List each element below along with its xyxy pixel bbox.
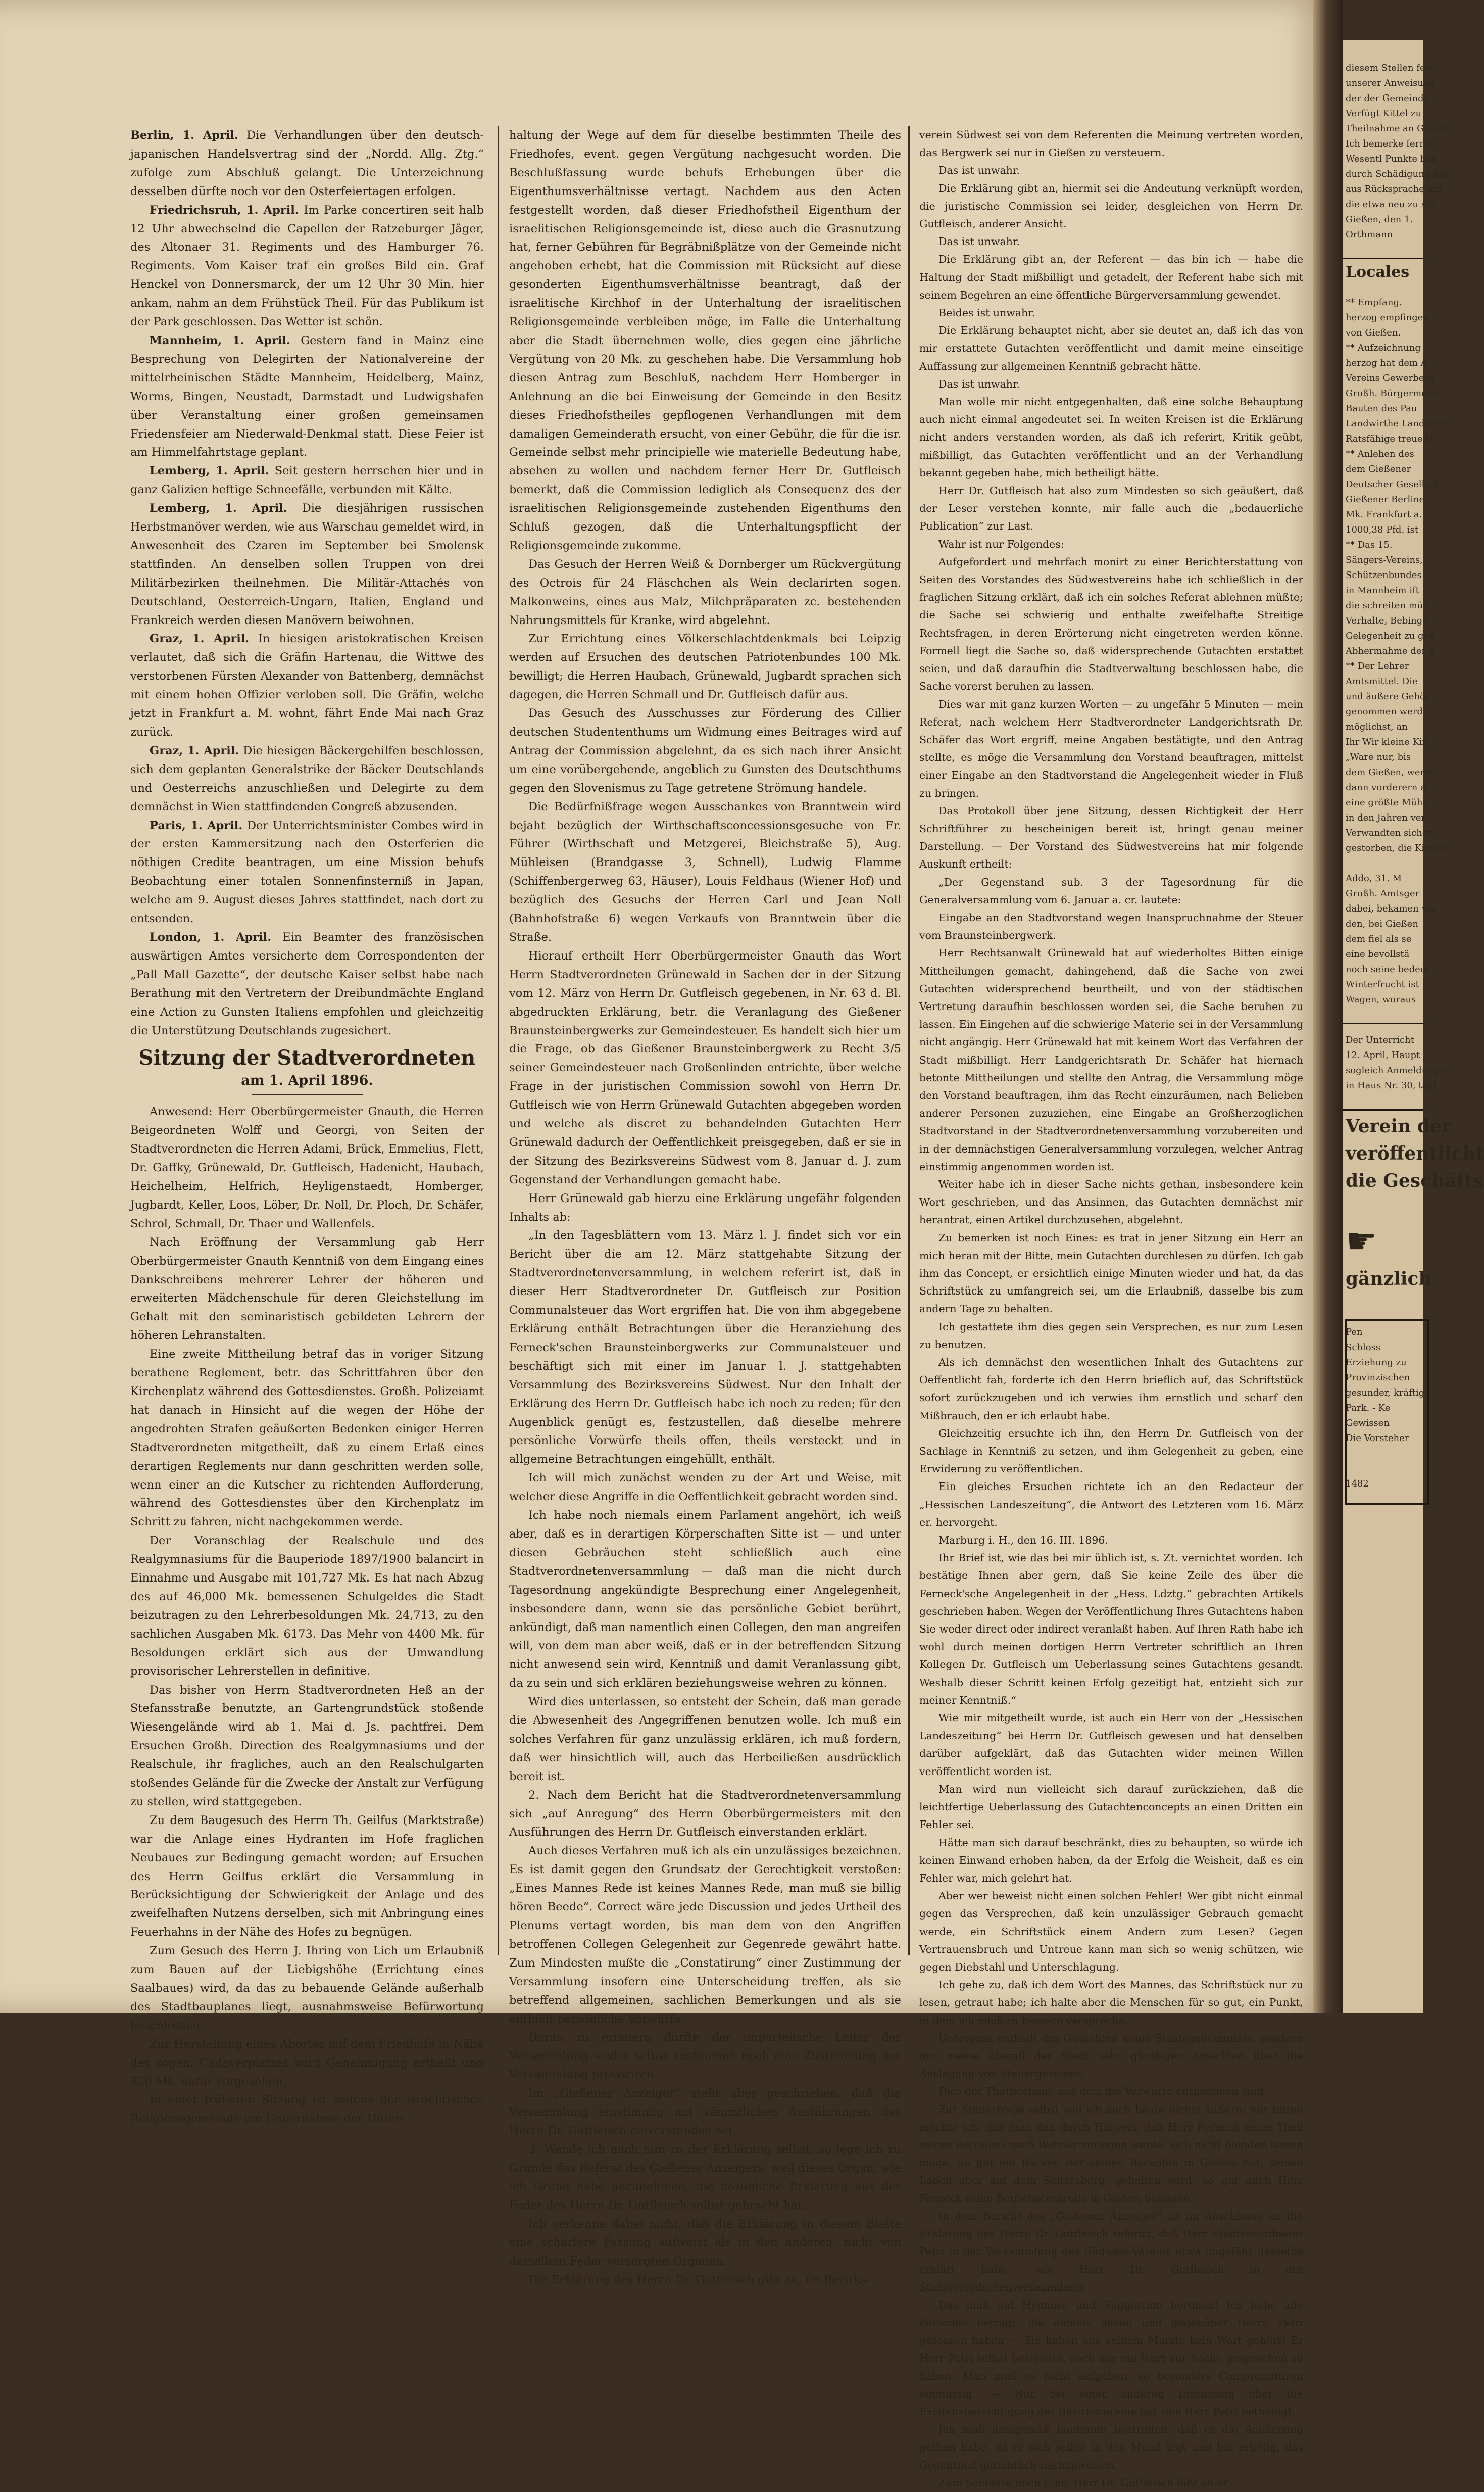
strip-text-line: Wagen, woraus xyxy=(1346,994,1416,1005)
strip-text-line: Gelegenheit zu geb xyxy=(1346,631,1435,641)
paragraph-text: Die Verhandlungen über den deutsch-japanischen Handelsvertrag sind der „Nordd. Allg. Ztg.“ zufolge zum Abschluß gelangt. Die Unterzeichnung desselben dürfte noch vor den Osterfeiertagen erfolgen. xyxy=(130,129,484,198)
paragraph-text: Das muß auf Hypnose und Suggestion beruhen! Ich habe alle Personen befragt, die damals neben und gegenüber Herrn Petri gesessen haben — Sie haben aus seinem Munde kein Wort gehört! Er Herr Petri selbst bestreitet, auch nur ein Wort zur Sache gesprochen zu haben. Man muß es nicht aufgeben, so besonders Compromittiren einmüssig. — Nur bei einer anderen Discussion über die Existenzberechtigung der Bezirksvereine hat sich Herr Petri betheiligt. xyxy=(919,2298,1303,2418)
strip-text-line: Ich bemerke ferner xyxy=(1346,138,1436,149)
paragraph xyxy=(509,1693,901,1786)
paragraph-text: Eine zweite Mittheilung betraf das in voriger Sitzung berathene Reglement, betr. das Schrittfahren über den Kirchenplatz während des Gottesdienstes. Großh. Polizeiamt hat danach in Hinsicht auf die wegen der Höhe der angedrohten Strafen geäußerten Bedenken einiger Herren Stadtverordneten mitgetheilt, daß zu einem Erlaß eines derartigen Reglements nur dann geschritten werden solle, wenn einer an die Kutscher zu richtenden Aufforderung, während des Gottesdienstes über den Kirchenplatz im Schritt zu fahren, nicht nachgekommen werde. xyxy=(130,1348,484,1529)
paragraph xyxy=(919,696,1303,802)
paragraph xyxy=(509,126,901,555)
paragraph-text: Die Erklärung behauptet nicht, aber sie deutet an, daß ich das von mir erstattete Gutachten veröffentlicht und damit meine einseitige Auffassung zur allgemeinen Kenntniß gebracht hätte. xyxy=(919,324,1303,372)
strip-ad-text: Schloss xyxy=(1346,1342,1381,1353)
strip-text-line: sogleich Anmeldungen xyxy=(1346,1065,1451,1076)
strip-text-line: Winterfrucht ist xyxy=(1346,979,1419,990)
strip-text-line: Bauten des Pau xyxy=(1346,403,1417,414)
paragraph-text: Dies der Thatbestand, aus dem die Vorwürfe entnommen sind. xyxy=(938,2085,1267,2098)
paragraph xyxy=(509,555,901,630)
strip-ad-text: Erziehung zu xyxy=(1346,1357,1407,1368)
paragraph xyxy=(130,1103,484,1233)
paragraph-text: In hiesigen aristokratischen Kreisen verlautet, daß sich die Gräfin Hartenau, die Wittwe des verstorbenen Fürsten Alexander von Battenberg, demnächst mit einem hohen Offizier verloben soll. Die Gräfin, welche jetzt in Frankfurt a. M. wohnt, fährt Ende Mai nach Graz zurück. xyxy=(130,632,484,739)
paragraph-text: Der Voranschlag der Realschule und des Realgymnasiums für die Bauperiode 1897/1900 balancirt in Einnahme und Ausgabe mit 101,727 Mk. Es hat nach Abzug des auf 46,000 Mk. bemessenen Schulgeldes die Stadt beizutragen zu den Lehrerbesoldungen Mk. 24,713, zu den sachlichen Ausgaben Mk. 6173. Das Mehr von 4400 Mk. für Besoldungen erklärt sich aus der Umwandlung provisorischer Lehrerstellen in definitive. xyxy=(130,1534,484,1678)
strip-number: 1482 xyxy=(1346,1478,1369,1489)
paragraph-text: Marburg i. H., den 16. III. 1896. xyxy=(938,1534,1108,1547)
paragraph xyxy=(919,1781,1303,1834)
paragraph-text: Uebrigens enthielt das Gutachten keine Staatsgeheimnisse, sondern nur meine überall der Stadt sehr günstigen Ansichten über die Auslegung von Steuergesetzen. xyxy=(919,2032,1303,2080)
strip-text-line: in Mannheim ift xyxy=(1346,585,1419,596)
strip-ad-text: Park. - Ke xyxy=(1346,1403,1391,1413)
paragraph xyxy=(130,331,484,462)
paragraph xyxy=(919,944,1303,1176)
paragraph xyxy=(919,1176,1303,1229)
dateline: Graz, 1. April. xyxy=(150,632,250,646)
strip-text-line: Ratsfähige treue D xyxy=(1346,434,1433,444)
strip-ad-text: veröffentlicht xyxy=(1346,1143,1484,1164)
strip-text-line: „Ware nur, bis xyxy=(1346,752,1411,762)
strip-text-line: die etwa neu zu sta xyxy=(1346,199,1435,210)
section-date: am 1. April 1896. xyxy=(241,1073,373,1089)
strip-text-line: ** Aufzeichnung xyxy=(1346,343,1421,353)
strip-text-line: aus Rücksprache mit xyxy=(1346,184,1443,195)
paragraph xyxy=(919,2101,1303,2208)
strip-text-line: der der Gemeinde xyxy=(1346,93,1429,104)
paragraph-text: Die Erklärung gibt an, hiermit sei die Andeutung verknüpft worden, die juristische Commission sei leider, desgleichen von Herrn Dr. Gutfleisch, anderer Ansicht. xyxy=(919,182,1303,230)
paragraph-text: Ich gehe zu, daß ich dem Wort des Mannes, das Schriftstück nur zu lesen, getraut habe; ich halte aber die Menschen für so gut, ein Punkt, in dem ich mich zu bessern verspreche. xyxy=(919,1979,1303,2027)
paragraph-text: Zum Schlusse noch Eins: Herr Dr. Gutfleisch läßt an er xyxy=(938,2476,1228,2489)
paragraph xyxy=(509,630,901,704)
strip-text-line: den, bei Gießen xyxy=(1346,919,1418,929)
paragraph-text: Die Bedürfnißfrage wegen Ausschankes von Branntwein wird bejaht bezüglich der Wirthschaftsconcessionsgesuche von Fr. Führer (Wirthschaft und Metzgerei, Bleichstraße 5), Aug. Mühleisen (Brandgasse 3, Schnell), Ludwig Flamme (Schiffenbergerweg 63, Häuser), Louis Feldhaus (Wiener Hof) und bezüglich des Gesuchs der Herren Carl und Jean Noll (Bahnhofstraße 6) wegen Verkaufs von Branntwein über die Straße. xyxy=(509,800,901,944)
paragraph-text: Der Unterrichtsminister Combes wird in der ersten Kammersitzung nach den Osterferien die nöthigen Credite beantragen, um eine Mission behufs Beobachtung einer totalen Sonnenfinsterniß in Japan, welche am 9. August dieses Jahres stattfindet, nach dort zu entsenden. xyxy=(130,819,484,926)
paragraph xyxy=(130,499,484,630)
column-rule xyxy=(908,126,910,1955)
paragraph xyxy=(130,817,484,928)
paragraph xyxy=(919,180,1303,233)
paragraph xyxy=(130,2091,484,2128)
paragraph xyxy=(919,2296,1303,2421)
dateline: Mannheim, 1. April. xyxy=(150,333,290,347)
paragraph-text: Zu bemerken ist noch Eines: es trat in jener Sitzung ein Herr an mich heran mit der Bitte, mein Gutachten durchlesen zu dürfen. Ich gab ihm das Concept, er ersichtlich einige Minuten wieder und hat, da das Schriftstück zu umfangreich sei, um die Erlaubniß, dasselbe bis zum andern Tage zu behalten. xyxy=(919,1231,1303,1315)
paragraph-text: Auch dieses Verfahren muß ich als ein unzulässiges bezeichnen. Es ist damit gegen den Grundsatz der Gerechtigkeit verstoßen: „Eines Mannes Rede ist keines Mannes Rede, man muß sie billig hören Beede“. Correct wäre jede Discussion und jedes Urtheil des Plenums vertagt worden, bis man dem von den Angriffen betroffenen Collegen Gelegenheit zur Gegenrede gewährt hatte. Zum Mindesten mußte die „Constatirung“ einer Zustimmung der Versammlung insofern eine Unterscheidung treffen, als sie betreffend allgemeinen, sachlichen Bemerkungen und als sie enthielt persönliche Vorwürfe. xyxy=(509,1844,901,2026)
strip-text-line: Addo, 31. M xyxy=(1346,873,1402,884)
paragraph-text: Das ist unwahr. xyxy=(938,164,1020,177)
paragraph-text: verein Südwest sei von dem Referenten die Meinung vertreten worden, das Bergwerk sei nur in Gießen zu versteuern. xyxy=(919,129,1303,159)
paragraph-text: Zur Steuerfrage selbst will ich auch heute nichts äußern; nur bitten möchte ich, daß man den durch Hinweis, daß Herr Ferneck einen Theil seines Betriebes nach Wetzlar verlegen werde, sich nicht blenden lassen möge. So gut ein Bäcker, der seinen Backofen in Gießen hat, seinen Laden aber auf dem Seltersberg, gehalten wird, so gut auch Herr Ferneck seine Betriebscontrolle in Gießen belassen. xyxy=(919,2103,1303,2205)
paragraph xyxy=(509,2084,901,2140)
paragraph xyxy=(919,1709,1303,1781)
column-1 xyxy=(130,126,484,2128)
strip-text-line: Wesentl Punkte hab xyxy=(1346,154,1438,164)
paragraph-text: 2. Nach dem Bericht hat die Stadtverordnetenversammlung sich „auf Anregung“ des Herrn Oberbürgermeisters mit den Ausführungen des Herrn Dr. Gutfleisch einverstanden erklärt. xyxy=(509,1788,901,1839)
paragraph xyxy=(509,1842,901,2028)
paragraph-text: Man wird nun vielleicht sich darauf zurückziehen, daß die leichtfertige Ueberlassung des Gutachtenconcepts an einen Dritten ein Fehler sei. xyxy=(919,1783,1303,1831)
paragraph xyxy=(919,802,1303,874)
paragraph xyxy=(130,126,484,201)
paragraph xyxy=(919,162,1303,179)
paragraph xyxy=(509,1189,901,1227)
paragraph xyxy=(130,1942,484,2035)
paragraph xyxy=(919,375,1303,393)
strip-text-line: noch seine bedeut xyxy=(1346,964,1430,975)
strip-text-line: eine bevollstä xyxy=(1346,949,1410,960)
paragraph-text: Hätte man sich darauf beschränkt, dies zu behaupten, so würde ich keinen Einwand erhoben haben, da der Erfolg die Weisheit, daß es ein Fehler war, mich gelehrt hat. xyxy=(919,1836,1303,1884)
paragraph xyxy=(919,322,1303,375)
paragraph xyxy=(130,201,484,331)
dateline: Lemberg, 1. April. xyxy=(150,464,269,478)
paragraph-text: Ich habe noch niemals einem Parlament angehört, ich weiß aber, daß es in derartigen Körperschaften Sitte ist — und unter diesen Gebräuchen steht schließlich auch eine Stadtverordnetenversammlung — daß man die nicht durch Tagesordnung angekündigte Besprechung einer Angelegenheit, insbesondere dann, wenn sie das persönliche Gebiet berührt, ankündigt, daß man namentlich einen Collegen, den man angreifen will, von dem man aber weiß, daß er in der betreffenden Sitzung nicht anwesend sein wird, Kenntniß und damit Veranlassung gibt, da zu sein und sich erklären beziehungsweise wehren zu können. xyxy=(509,1509,901,1690)
strip-text-line: Theilnahme an Gewalt xyxy=(1346,123,1450,134)
paragraph xyxy=(919,126,1303,162)
strip-text-line: möglichst, an xyxy=(1346,722,1408,732)
paragraph xyxy=(919,1976,1303,2030)
paragraph-text: Herr Grünewald gab hierzu eine Erklärung ungefähr folgenden Inhalts ab: xyxy=(509,1191,901,1224)
paragraph-text: Ich gestattete ihm dies gegen sein Versprechen, es nur zum Lesen zu benutzen. xyxy=(919,1320,1303,1351)
strip-text-line: 12. April, Haupt xyxy=(1346,1050,1420,1061)
strip-rule xyxy=(1343,1109,1423,1111)
paragraph-text: „Der Gegenstand sub. 3 der Tagesordnung für die Generalversammlung vom 6. Januar a. cr. lautete: xyxy=(919,876,1303,906)
paragraph-text: Ihr Brief ist, wie das bei mir üblich ist, s. Zt. vernichtet worden. Ich bestätige Ihnen aber gern, daß Sie keine Zeile des über die Ferneck'sche Angelegenheit in der „Hess. Ldztg.“ gebrachten Artikels geschrieben haben. Wegen der Veröffentlichung Ihres Gutachtens haben Sie weder direct oder indirect veranlaßt haben. Auf Ihren Rath habe ich wohl durch meinen dortigen Herrn Vertreter schriftlich an Ihren Kollegen Dr. Gutfleisch um Ueberlassung seines Gutachtens gesandt. Weshalb dieser Schritt keinen Erfolg gezeitigt hat, entzieht sich zur meiner Kenntniß.“ xyxy=(919,1552,1303,1706)
paragraph-text: Seit gestern herrschen hier und in ganz Galizien heftige Schneefälle, verbunden mit Kälte. xyxy=(130,464,484,497)
strip-text-line: Verwandten sicher xyxy=(1346,828,1432,838)
paragraph-text: Weiter habe ich in dieser Sache nichts gethan, insbesondere kein Wort geschrieben, und das Ansinnen, das Gutachten demnächst mir herantrat, einen Artikel durchzusehen, abgelehnt. xyxy=(919,1178,1303,1226)
strip-text-line: durch Schädigung dor xyxy=(1346,169,1449,179)
column-3 xyxy=(919,126,1303,2492)
strip-text-line: in Haus Nr. 30, tägl xyxy=(1346,1080,1437,1091)
pointing-hand-icon: ☛ xyxy=(1346,1220,1377,1262)
paragraph-text: Wahr ist nur Folgendes: xyxy=(938,538,1064,550)
paragraph-text: Die Erklärung gibt an, der Referent — das bin ich — habe die Haltung der Stadt mißbilligt und getadelt, der Referent habe sich mit seinem Begehren an eine öffentliche Bürgerversammlung gewendet. xyxy=(919,253,1303,301)
paragraph-text: Im Parke concertiren seit halb 12 Uhr abwechselnd die Capellen der Ratzeburger Jäger, des Altonaer 31. Regiments und des Hamburger 76. Regiments. Vom Kaiser traf ein großes Bild ein. Graf Henckel von Donnersmarck, der um 12 Uhr 30 Min. hier ankam, nahm an dem Frühstück Theil. Für das Publikum ist der Park geschlossen. Das Wetter ist schön. xyxy=(130,203,484,329)
strip-text-line: Vereins Gewerbeve xyxy=(1346,373,1435,384)
paragraph xyxy=(919,2421,1303,2474)
dateline: Paris, 1. April. xyxy=(150,819,243,832)
paragraph xyxy=(919,233,1303,251)
strip-text-line: Verfügt Kittel zu xyxy=(1346,108,1422,119)
paragraph xyxy=(919,251,1303,304)
strip-text-line: Schützenbundes xyxy=(1346,570,1422,581)
strip-rule xyxy=(1343,258,1423,259)
strip-ad-text: Die Vorsteher xyxy=(1346,1433,1409,1444)
paragraph xyxy=(130,1531,484,1681)
strip-text-line: herzog empfingen xyxy=(1346,312,1429,323)
strip-text-line: ** Empfang. xyxy=(1346,297,1402,308)
paragraph xyxy=(130,1681,484,1811)
paragraph xyxy=(919,304,1303,322)
strip-text-line: Mk. Frankfurt a. xyxy=(1346,509,1422,520)
paragraph-text: In einer früheren Sitzung ist seitens der israelitischen Religionsgemeinde um Uebernahme der Unter- xyxy=(130,2093,484,2126)
strip-text-line: die schreiten müs xyxy=(1346,600,1428,611)
paragraph xyxy=(130,1345,484,1531)
paragraph xyxy=(130,928,484,1040)
strip-text-line: dem Gießener xyxy=(1346,464,1411,474)
column-rule xyxy=(498,126,499,1955)
paragraph-text: Das Gesuch des Ausschusses zur Förderung des Cillier deutschen Studententhums um Widmung eines Beitrages wird auf Antrag der Commission abgelehnt, da es sich nach ihrer Ansicht um eine vorübergehende, angeblich zu Gunsten des Deutschthums gegen den Slovenismus zu Tage getretene Strömung handele. xyxy=(509,707,901,795)
dateline: Berlin, 1. April. xyxy=(130,129,238,142)
paragraph-text: Die hiesigen Bäckergehilfen beschlossen, sich dem geplanten Generalstrike der Bäcker Deutschlands und Oesterreichs anzuschließen und Delegirte zu dem demnächst in Wien stattfindenden Congreß abzusenden. xyxy=(130,744,484,813)
paragraph xyxy=(919,874,1303,909)
strip-text-line: gestorben, die Kinder xyxy=(1346,843,1446,853)
strip-text-line: eine größte Mühe xyxy=(1346,797,1428,808)
paragraph-text: Gleichzeitig ersuchte ich ihn, den Herrn Dr. Gutfleisch von der Sachlage in Kenntniß zu setzen, und ihm Gelegenheit zu geben, eine Erwiderung zu veröffentlichen. xyxy=(919,1427,1303,1475)
paragraph xyxy=(919,2083,1303,2100)
paragraph xyxy=(130,2035,484,2091)
dateline: Graz, 1. April. xyxy=(150,744,239,757)
strip-text-line: Großh. Amtsger xyxy=(1346,888,1420,899)
strip-text-line: Gießen, den 1. xyxy=(1346,214,1413,225)
paragraph-text: Aber wer beweist nicht einen solchen Fehler! Wer gibt nicht einmal gegen das Versprechen, daß kein unzulässiger Gebrauch gemacht werde, ein Schriftstück einem Andern zum Lesen? Gegen Vertrauensbruch und Untreue kann man sich so wenig schützen, wie gegen Diebstahl und Unterschlagung. xyxy=(919,1890,1303,1973)
paragraph xyxy=(919,2474,1303,2492)
paragraph xyxy=(919,1354,1303,1425)
paragraph xyxy=(919,482,1303,536)
heading-rule xyxy=(252,1094,363,1095)
strip-ad-text: gänzlich xyxy=(1346,1268,1432,1289)
paragraph-text: Das ist unwahr. xyxy=(938,377,1020,390)
paragraph xyxy=(509,1226,901,1469)
paragraph xyxy=(919,1229,1303,1318)
strip-rule xyxy=(1343,1023,1423,1024)
paragraph-text: Eingabe an den Stadtvorstand wegen Inanspruchnahme der Steuer vom Braunsteinbergwerk. xyxy=(919,911,1303,942)
paragraph-text: Die diesjährigen russischen Herbstmanöver werden, wie aus Warschau gemeldet wird, in Anwesenheit des Czaren im September bei Smolensk stattfinden. An denselben sollen Truppen von drei Militärbezirken theilnehmen. Die Militär-Attachés von Deutschland, Oesterreich-Ungarn, Italien, England und Frankreich werden diesen Manövern beiwohnen. xyxy=(130,502,484,627)
paragraph-text: Hierauf ertheilt Herr Oberbürgermeister Gnauth das Wort Herrn Stadtverordneten Grünewald in Sachen der in der Sitzung vom 12. März von Herrn Dr. Gutfleisch gegebenen, in Nr. 63 d. Bl. abgedruckten Erklärung, betr. die Veranlagung des Gießener Braunsteinbergwerks zur Gemeindesteuer. Es handelt sich hier um die Frage, ob das Gießener Braunsteinbergwerk zu Recht 3/5 seiner Gemeindesteuer nach Großenlinden entrichte, über welche Frage in der juristischen Commission sowohl von Herrn Dr. Gutfleisch wie von Herrn Grünewald Gutachten abgegeben worden und welche als discret zu behandelnden Gutachten Herr Grünewald dadurch der Oeffentlichkeit preisgegeben, daß er sie in der Sitzung des Bezirksvereins Südwest vom 8. Januar d. J. zum Gegenstand der Verhandlungen gemacht habe. xyxy=(509,949,901,1186)
strip-text-line: dann vorderern a xyxy=(1346,782,1426,793)
paragraph xyxy=(509,2271,901,2289)
strip-text-line: Ihr Wir kleine Kin xyxy=(1346,737,1428,747)
paragraph-text: Zum Gesuch des Herrn J. Ihring von Lich um Erlaubniß zum Bauen auf der Liebigshöhe (Errichtung eines Saalbaues) wird, da das zu bebauende Gelände außerhalb des Stadtbauplanes liegt, ausnahmsweise Befürwortung beschlossen. xyxy=(130,1944,484,2032)
strip-text-line: dem Gießen, wenn xyxy=(1346,767,1432,778)
strip-ad-text: Verein der xyxy=(1346,1116,1451,1137)
strip-ad-text: die Geschäfts xyxy=(1346,1170,1483,1191)
strip-text-line: in den Jahren ver xyxy=(1346,812,1426,823)
paragraph-text: Das ist unwahr. xyxy=(938,235,1020,248)
paragraph xyxy=(919,1478,1303,1531)
strip-text-line: Abhermahme der d xyxy=(1346,646,1435,656)
paragraph-text: Ich verkenne dabei nicht, daß die Erklärung in diesem Blatte eine schärfere Fassung aufweist als in den anderen, nicht von derselben Feder versorgten Organen. xyxy=(509,2217,901,2268)
strip-ad-text: Pen xyxy=(1346,1327,1363,1337)
strip-text-line: dem fiel als se xyxy=(1346,934,1412,944)
strip-text-line: Der Unterricht xyxy=(1346,1035,1414,1045)
adjacent-page-strip xyxy=(1343,40,1484,2013)
strip-text-line: Deutscher Gesellsch xyxy=(1346,479,1441,490)
strip-text-line: Sängers-Vereins, xyxy=(1346,555,1423,565)
strip-text-line: dabei, bekamen wir xyxy=(1346,903,1437,914)
paragraph-text: Dies war mit ganz kurzen Worten — zu ungefähr 5 Minuten — mein Referat, nach welchem Herr Stadtverordneter Landgerichtsrath Dr. Schäfer das Wort ergriff, meine Angaben bestätigte, und den Antrag stellte, es möge die Versammlung den Vorstand beauftragen, mittelst einer Eingabe an den Stadtvorstand die Angelegenheit wieder in Fluß zu bringen. xyxy=(919,698,1303,799)
paragraph xyxy=(130,742,484,817)
paragraph-text: Herr Rechtsanwalt Grünewald hat auf wiederholtes Bitten einige Mittheilungen gemacht, dahingehend, daß die Sache von zwei Gutachten widersprechend beurtheilt, und von der städtischen Vertretung daraufhin beschlossen worden sei, die Sache beruhen zu lassen. Ein Eingehen auf die schwierige Materie sei in der Versammlung nicht angängig. Herr Grünewald hat mit keinem Wort das Verfahren der Stadt mißbilligt. Herr Landgerichtsrath Dr. Schäfer hat hiernach betonte Mittheilungen und stellte den Antrag, die Versammlung möge den Vorstand beauftragen, ihm das Recht einzuräumen, nach Belieben anderer Personen zuzuziehen, eine Eingabe an Großherzoglichen Stadtvorstand in der Stadtverordnetenversammlung vorzubereiten und in der demnächstigen Generalversammlung vorzulegen, welcher Antrag einstimmig angenommen worden ist. xyxy=(919,947,1303,1173)
paragraph-text: In dem Bericht des „Gießener Anzeiger“ ist im Anschlusse an die Erklärung des Herrn Dr. Gutfleisch referirt, daß Herr Stadtverordneter Petri in der Versammlung des Südwest-Vereins etwa ungefähr dasselbe erklärt habe, wie Herr Dr. Gutfleisch in der Stadtverordnetenversammlung. xyxy=(919,2210,1303,2293)
strip-text-line: 1000,38 Pfd. ist xyxy=(1346,524,1419,535)
paragraph-text: Wird dies unterlassen, so entsteht der Schein, daß man gerade die Abwesenheit des Angegriffenen benutzen wolle. Ich muß ein solches Verfahren für ganz unzulässig erklären, ich muß fordern, daß wer hinsichtlich will, auch das Herbeiließen ausdrücklich bereit ist. xyxy=(509,1695,901,1783)
paragraph-text: Man wolle mir nicht entgegenhalten, daß eine solche Behauptung auch nicht einmal angedeutet sei. In weiten Kreisen ist die Erklärung nicht anders verstanden worden, als daß ich referirt, Kritik geübt, mißbilligt, das Gutachten veröffentlicht und an der Verhandlung bekannt gegeben habe, mich betheiligt hätte. xyxy=(919,396,1303,479)
paragraph xyxy=(130,1811,484,1942)
paragraph xyxy=(509,2215,901,2271)
strip-text-line: ** Der Lehrer xyxy=(1346,661,1409,672)
strip-text-line: von Gießen. xyxy=(1346,327,1401,338)
strip-text-line: ** Das 15. xyxy=(1346,540,1393,550)
paragraph-text: Im „Gießener Anzeiger“ steht aber geschrieben, daß die Versammlung einstimmig mit sämmtlichen Ausführungen des Herrn Dr. Gutfleisch einverstanden sei. xyxy=(509,2087,901,2137)
strip-text-line: Orthmann xyxy=(1346,229,1393,240)
paragraph xyxy=(919,1531,1303,1549)
paragraph-text: Als ich demnächst den wesentlichen Inhalt des Gutachtens zur Oeffentlicht fah, forderte ich den Herrn brieflich auf, das Schriftstück sofort zurückzugeben und ich verwies ihm ernstlich und scharf den Mißbrauch, den er ich erlaubt habe. xyxy=(919,1356,1303,1422)
paragraph-text: Ich will mich zunächst wenden zu der Art und Weise, mit welcher diese Angriffe in die Oeffentlichkeit gebracht worden sind. xyxy=(509,1471,901,1504)
page-gutter xyxy=(1313,0,1343,2013)
paragraph xyxy=(919,393,1303,482)
paragraph-text: Ich muß demgemäß hautenmt bestreiten, daß er die Aeußerung gethan habe, da er sich selbst in den Mund legt und bin erbötig, das Gegentheil gerichtlich nachzuweisen. xyxy=(919,2423,1303,2471)
paragraph-text: Ein gleiches Ersuchen richtete ich an den Redacteur der „Hessischen Landeszeitung“, die Antwort des Letzteren vom 16. März er. hervorgeht. xyxy=(919,1480,1303,1528)
paragraph xyxy=(509,947,901,1189)
dateline: Lemberg, 1. April. xyxy=(150,502,287,515)
paragraph-text: Anwesend: Herr Oberbürgermeister Gnauth, die Herren Beigeordneten Wolff und Georgi, von Seiten der Stadtverordneten die Herren Adami, Brück, Emmelius, Flett, Dr. Gaffky, Grünewald, Dr. Gutfleisch, Hadenicht, Haubach, Heichelheim, Helfrich, Heyligenstaedt, Homberger, Jugbardt, Keller, Loos, Löber, Dr. Noll, Dr. Ploch, Dr. Schäfer, Schrol, Schmall, Dr. Thaer und Wallenfels. xyxy=(130,1105,484,1230)
strip-text-line: genommen werd xyxy=(1346,706,1423,717)
strip-ad-text: Provinzischen xyxy=(1346,1372,1410,1383)
paragraph xyxy=(130,462,484,499)
strip-text-line: unserer Anweisung xyxy=(1346,78,1436,88)
strip-text-line: Amtsmittel. Die xyxy=(1346,676,1418,687)
paragraph-text: Aufgefordert und mehrfach monirt zu einer Berichterstattung von Seiten des Vorstandes des Südwestvereins habe ich schließlich in der fraglichen Sitzung erklärt, daß ich ein solches Referat ablehnen müßte; die Sache sei schwierig und enthalte zweifelhafte Streitige Rechtsfragen, in deren Erörterung nicht eingetreten werden könne. Formell liegt die Sache so, daß widersprechende Gutachten erstattet seien, und daß daraufhin die Stadtverwaltung beschlossen habe, die Sache vorerst beruhen zu lassen. xyxy=(919,555,1303,693)
paragraph xyxy=(919,1425,1303,1478)
paragraph xyxy=(509,798,901,947)
dateline: London, 1. April. xyxy=(150,930,272,944)
paragraph-text: Zu dem Baugesuch des Herrn Th. Geilfus (Marktstraße) war die Anlage eines Hydranten im Hofe fraglichen Neubaues zur Bedingung gemacht worden; auf Ersuchen des Herrn Geilfus erklärt die Versammlung in Berücksichtigung der Schwierigkeit der Anlage und des zweifelhaften Nutzens derselben, sich mit Anbringung eines Feuerhahns in der Nähe des Hofes zu begnügen. xyxy=(130,1813,484,1939)
strip-heading: Locales xyxy=(1346,263,1410,281)
paragraph xyxy=(919,2030,1303,2083)
strip-ad-text: gesunder, kräftig xyxy=(1346,1387,1425,1398)
paragraph xyxy=(509,1506,901,1693)
paragraph-text: Herr Dr. Gutfleisch hat also zum Mindesten so sich geäußert, daß der Leser verstehen konnte, mir falle auch die „bedauerliche Publication“ zur Last. xyxy=(919,485,1303,533)
strip-ad-text: Gewissen xyxy=(1346,1418,1390,1428)
paragraph xyxy=(919,2208,1303,2296)
paragraph-text: „In den Tagesblättern vom 13. März l. J. findet sich vor ein Bericht über die am 12. März stattgehabte Sitzung der Stadtverordnetenversammlung, in welchem referirt ist, daß in dieser Herr Stadtverordneter Dr. Gutfleisch zur Position Communalsteuer das Wort ergriffen hat. Die von ihm abgegebene Erklärung enthält Betrachtungen über die Heranziehung des Ferneck'schen Braunsteinbergwerks zur Communalsteuer und beschäftigt sich mit einer im Januar l. J. stattgehabten Versammlung des Bezirksvereins Südwest. Nur den Inhalt der Erklärung des Herrn Dr. Gutfleisch habe ich noch zu reden; für den Augenblick genügt es, festzustellen, daß dieselbe mehrere persönliche Vorwürfe theils offen, theils versteckt und in allgemeine Betrachtungen eingehüllt, enthält. xyxy=(509,1229,901,1466)
paragraph-text: haltung der Wege auf dem für dieselbe bestimmten Theile des Friedhofes, event. gegen Vergütung nachgesucht worden. Die Beschlußfassung wurde behufs Erhebungen über die Eigenthumsverhältnisse vertagt. Nachdem aus den Acten festgestellt worden, daß dieser Friedhofstheil Eigenthum der israelitischen Religionsgemeinde ist, diese auch die Grasnutzung hat, ferner Gebühren für Begräbnißplätze von der Gemeinde nicht angehoben erhebt, hat die Commission mit Rücksicht auf diese gesonderten Eigenthumsverhältnisse beantragt, daß der israelitische Kirchhof in der Unterhaltung der israelitischen Religionsgemeinde verbleiben möge, im Falle die Unterhaltung aber die Stadt übernehmen wolle, dies gegen eine jährliche Vergütung von 20 Mk. zu geschehen habe. Die Versammlung hob diesen Antrag zum Beschluß, nachdem Herr Homberger in Anlehnung an die bei Einweisung der Gemeinde in den Besitz dieses Friedhofstheiles gepflogenen Verhandlungen mit dem damaligen Gemeinderath ersucht, von einer Gebühr, die für die isr. Gemeinde selbst mehr principielle wie materielle Bedeutung habe, absehen zu wollen und nachdem ferner Herr Dr. Gutfleisch bemerkt, daß die Commission lediglich als Consequenz des der israelitischen Religionsgemeinde zustehenden Eigenthums den Schluß gezogen, daß die Unterhaltungspflicht der Religionsgemeinde zukomme. xyxy=(509,129,901,552)
paragraph xyxy=(919,1834,1303,1888)
paragraph-text: Das bisher von Herrn Stadtverordneten Heß an der Stefansstraße benutzte, an Gartengrundstück stoßende Wiesengelände wird ab 1. Mai d. Js. pachtfrei. Dem Ersuchen Großh. Direction des Realgymnasiums und der Realschule, ihr fragliches, auch an den Realschulgarten stoßendes Gelände für die Zwecke der Anstalt zur Verfügung zu stellen, wird stattgegeben. xyxy=(130,1683,484,1808)
paragraph-text: Die Erklärung des Herrn Dr. Gutfleisch gibt an, im Bezirks- xyxy=(528,2273,870,2287)
paragraph xyxy=(130,630,484,741)
dateline: Friedrichsruh, 1. April. xyxy=(150,203,299,217)
paragraph xyxy=(919,1887,1303,1976)
paragraph-text: Gestern fand in Mainz eine Besprechung von Delegirten der Nationalvereine der mittelrheinischen Städte Mannheim, Heidelberg, Mainz, Worms, Bingen, Neustadt, Darmstadt und Ludwigshafen über Veranstaltung einer großen gemeinsamen Friedensfeier am Niederwald-Denkmal statt. Diese Feier ist am Himmelfahrtstage geplant. xyxy=(130,333,484,459)
paragraph-text: Das Protokoll über jene Sitzung, dessen Richtigkeit der Herr Schriftführer zu bescheinigen bereit ist, bringt genau meiner Darstellung. — Der Vorstand des Südwestvereins hat mir folgende Auskunft ertheilt: xyxy=(919,804,1303,871)
paragraph xyxy=(919,1318,1303,1354)
section-heading: Sitzung der Stadtverordneten xyxy=(138,1046,476,1070)
paragraph xyxy=(509,2028,901,2084)
column-2 xyxy=(509,126,901,2289)
paragraph-text: 3. Wende ich mich nun zu der Erklärung selbst, so lege ich zu Grunde das Referat des Gießener Anzeigers, weil dieses Organ, wie ich Grund habe anzunehmen, die bezügliche Erklärung aus der Feder des Herrn Dr. Gutfleisch selbst gebracht hat. xyxy=(509,2142,901,2212)
paragraph xyxy=(509,2140,901,2215)
paragraph xyxy=(919,536,1303,553)
strip-text-line: Verhalte, Bebinge xyxy=(1346,615,1428,626)
paragraph-text: Daran zu erinnern dürfte der unparteiische Leiter der Versammlung weder selbst zustimmen noch eine Zustimmung der Versammlung provociren. xyxy=(509,2031,901,2082)
strip-text-line: ** Anlehen des xyxy=(1346,449,1414,459)
paragraph xyxy=(919,909,1303,944)
paragraph xyxy=(130,1233,484,1345)
paragraph xyxy=(509,704,901,798)
strip-text-line: diesem Stellen fest, xyxy=(1346,63,1437,73)
paragraph-text: Ein Beamter des französischen auswärtigen Amtes versicherte dem Correspondenten der „Pall Mall Gazette“, der deutsche Kaiser selbst habe nach Berathung mit den Vertretern der Dreibundmächte England eine Action zu Gunsten Italiens empfohlen und gleichzeitig die Unterstützung Deutschlands zugesichert. xyxy=(130,930,484,1037)
paragraph xyxy=(509,1786,901,1842)
paragraph xyxy=(919,1549,1303,1709)
strip-text-line: herzog hat dem A xyxy=(1346,358,1427,368)
strip-text-line: Gießener Berliner xyxy=(1346,494,1429,505)
paragraph-text: Wie mir mitgetheilt wurde, ist auch ein Herr von der „Hessischen Landeszeitung“ bei Herrn Dr. Gutfleisch gewesen und hat denselben darüber aufgeklärt, daß das Gutachten wider meinen Willen veröffentlicht worden ist. xyxy=(919,1712,1303,1778)
paragraph-text: Beides ist unwahr. xyxy=(938,307,1035,319)
paragraph-text: Zur Errichtung eines Völkerschlachtdenkmals bei Leipzig werden auf Ersuchen des deutschen Patriotenbundes 100 Mk. bewilligt; die Herren Haubach, Grünewald, Jugbardt sprachen sich dagegen, die Herren Schmall und Dr. Gutfleisch dafür aus. xyxy=(509,632,901,702)
paragraph-text: Nach Eröffnung der Versammlung gab Herr Oberbürgermeister Gnauth Kenntniß von dem Eingang eines Dankschreibens mehrerer Lehrer der höheren und erweiterten Mädchenschule für deren Gleichstellung im Gehalt mit den seminaristisch gebildeten Lehrern der höheren Lehranstalten. xyxy=(130,1235,484,1343)
strip-text-line: Großh. Bürgermeist xyxy=(1346,388,1439,399)
paragraph-text: Zur Herstellung eines Abortes auf dem Friedhofe in Nähe des sogen. Cadaverplatzes wird Genehmigung ertheilt und 320 Mk. dafür vorgesehen. xyxy=(130,2037,484,2088)
paragraph xyxy=(509,1469,901,1506)
strip-text-line: Landwirthe Landkree xyxy=(1346,418,1446,429)
strip-text-line: und äußere Gehör xyxy=(1346,691,1430,702)
paragraph xyxy=(919,553,1303,696)
paragraph-text: Das Gesuch der Herren Weiß & Dornberger um Rückvergütung des Octrois für 24 Fläschchen als Wein declarirten sogen. Malkonweins, eines aus Malz, Milchpräparaten zc. bestehenden Nahrungsmittels für Kranke, wird abgelehnt. xyxy=(509,557,901,627)
